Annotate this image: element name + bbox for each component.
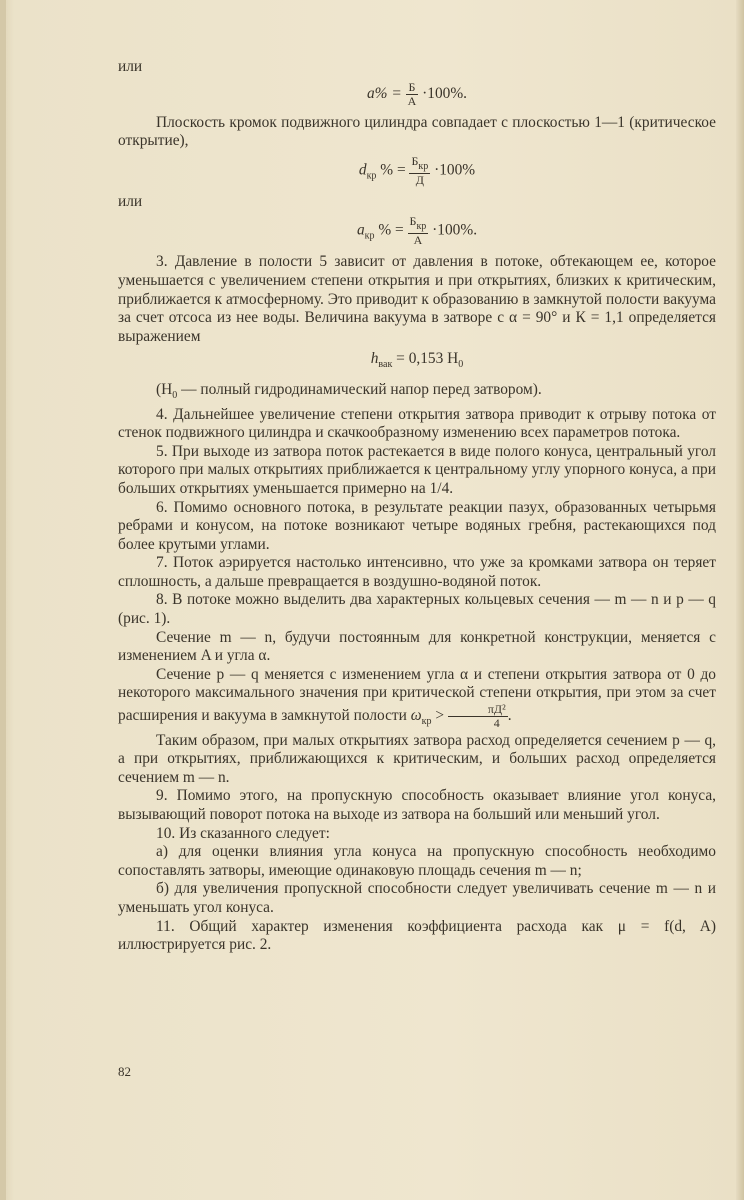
numerator-letter: Б — [409, 214, 417, 229]
period: . — [507, 707, 512, 725]
fraction — [409, 155, 430, 187]
paragraph-thus: Таким образом, при малых открытиях затвора расход определяется сечением p — q, а при открытиях, приближающихся к критическим, и больших расход определяется сечением m — n. — [118, 731, 716, 786]
paragraph-section-pq — [118, 666, 716, 732]
h0-subscript: 0 — [172, 389, 178, 401]
fraction-numerator: Б — [406, 81, 419, 95]
formula-lhs: a% = — [366, 84, 406, 102]
fraction-numerator — [408, 215, 429, 234]
formula-subscript: вак — [378, 359, 393, 371]
h0-symbol: (H — [156, 380, 173, 398]
numerator-letter: Б — [411, 153, 419, 168]
numerator-subscript: кр — [416, 221, 427, 233]
paragraph-h0 — [118, 381, 716, 406]
paragraph-8: 8. В потоке можно выделить два характерных кольцевых сечения — m — n и p — q (рис. 1). — [118, 591, 716, 628]
paragraph-5: 5. При выходе из затвора поток растекается в виде полого конуса, центральный угол которого при малых открытиях приближается к центральному углу упорного конуса, а при больших открытиях уменьшается примерно на 1/4. — [118, 442, 716, 497]
paragraph-9: 9. Помимо этого, на пропускную способность оказывает влияние угол конуса, вызывающий поворот потока на выходе из затвора на больший или меньший угол. — [118, 787, 716, 824]
formula-rhs-subscript: 0 — [458, 359, 464, 371]
fraction-denominator: Д — [415, 172, 424, 187]
omega-subscript: кр — [421, 716, 432, 728]
fraction-denominator: А — [407, 93, 417, 108]
paragraph-a: а) для оценки влияния угла конуса на пропускную способность необходимо сопоставлять затворы, имеющие одинаковую площадь сечения m — n; — [118, 843, 716, 879]
formula-lhs: d — [358, 161, 367, 179]
formula-mid: % = — [376, 161, 410, 179]
word-ili-1: или — [118, 58, 143, 75]
fraction — [448, 703, 508, 730]
fraction — [408, 215, 429, 247]
fraction-numerator: πД² — [448, 703, 508, 717]
paragraph-11: 11. Общий характер изменения коэффициента расхода как μ = f(d, A) иллюстрируется рис. 2. — [118, 917, 716, 954]
greater-than: > — [431, 707, 448, 725]
paragraph-7: 7. Поток аэрируется настолько интенсивно, что уже за кромками затвора он теряет сплошность, а дальше превращается в воздушно-водяной поток. — [118, 554, 716, 590]
paragraph-b: б) для увеличения пропускной способности следует увеличивать сечение m — n и уменьшать угол конуса. — [118, 880, 716, 916]
fraction — [406, 81, 419, 108]
formula-rhs: ·100%. — [422, 84, 468, 102]
formula-rhs: ·100%. — [432, 221, 478, 239]
page-left-edge — [0, 0, 6, 1200]
formula-h-vak — [118, 350, 716, 375]
page-text — [118, 58, 716, 955]
section-pq-text: Сечение p — q меняется с изменением угла α и степени открытия затвора от 0 до некоторого максимального значения при критической степени открытия, при этом за счет расширения и вакуума в замкнутой полости — [118, 665, 716, 725]
fraction-denominator: 4 — [493, 716, 500, 731]
formula-subscript: кр — [366, 170, 377, 182]
paragraph-3: 3. Давление в полости 5 зависит от давления в потоке, обтекающем ее, которое уменьшается с увеличением степени открытия и при открытиях, близких к критическим, приближается к атмосферному. Это приводит к образованию в замкнутой полости вакуума за счет отсоса из нее воды. Величина вакуума в затворе с α = 90° и К = 1,1 определяется выражением — [118, 253, 716, 345]
paragraph-4: 4. Дальнейшее увеличение степени открытия затвора приводит к отрыву потока от стенок подвижного цилиндра и скачкообразному изменению всех параметров потока. — [118, 405, 716, 442]
word-ili-2: или — [118, 192, 143, 210]
formula-a-kr — [118, 215, 716, 247]
fraction-numerator — [409, 155, 430, 174]
formula-rhs: = 0,153 H — [392, 350, 459, 368]
numerator-subscript: кр — [418, 160, 429, 172]
formula-d-kr — [118, 155, 716, 187]
paragraph-section-mn: Сечение m — n, будучи постоянным для конкретной конструкции, меняется с изменением A и угла α. — [118, 628, 716, 665]
formula-a-percent — [118, 81, 716, 108]
paragraph-plane: Плоскость кромок подвижного цилиндра совпадает с плоскостью 1—1 (критическое открытие), — [118, 113, 716, 150]
formula-rhs: ·100% — [434, 161, 476, 179]
formula-lhs: h — [370, 350, 379, 368]
h0-definition: — полный гидродинамический напор перед затвором). — [177, 380, 542, 398]
formula-mid: % = — [374, 221, 408, 239]
fraction-denominator: А — [413, 233, 423, 248]
page-right-edge — [736, 0, 744, 1200]
paragraph-10: 10. Из сказанного следует: — [156, 824, 330, 842]
formula-lhs: a — [356, 221, 365, 239]
paragraph-6: 6. Помимо основного потока, в результате реакции пазух, образованных четырьмя ребрами и конусом, на потоке возникают четыре водяных гребня, растекающихся под более крутыми углами. — [118, 498, 716, 553]
formula-subscript: кр — [364, 230, 375, 242]
page-number: 82 — [118, 1064, 131, 1079]
omega-symbol: ω — [410, 707, 422, 725]
